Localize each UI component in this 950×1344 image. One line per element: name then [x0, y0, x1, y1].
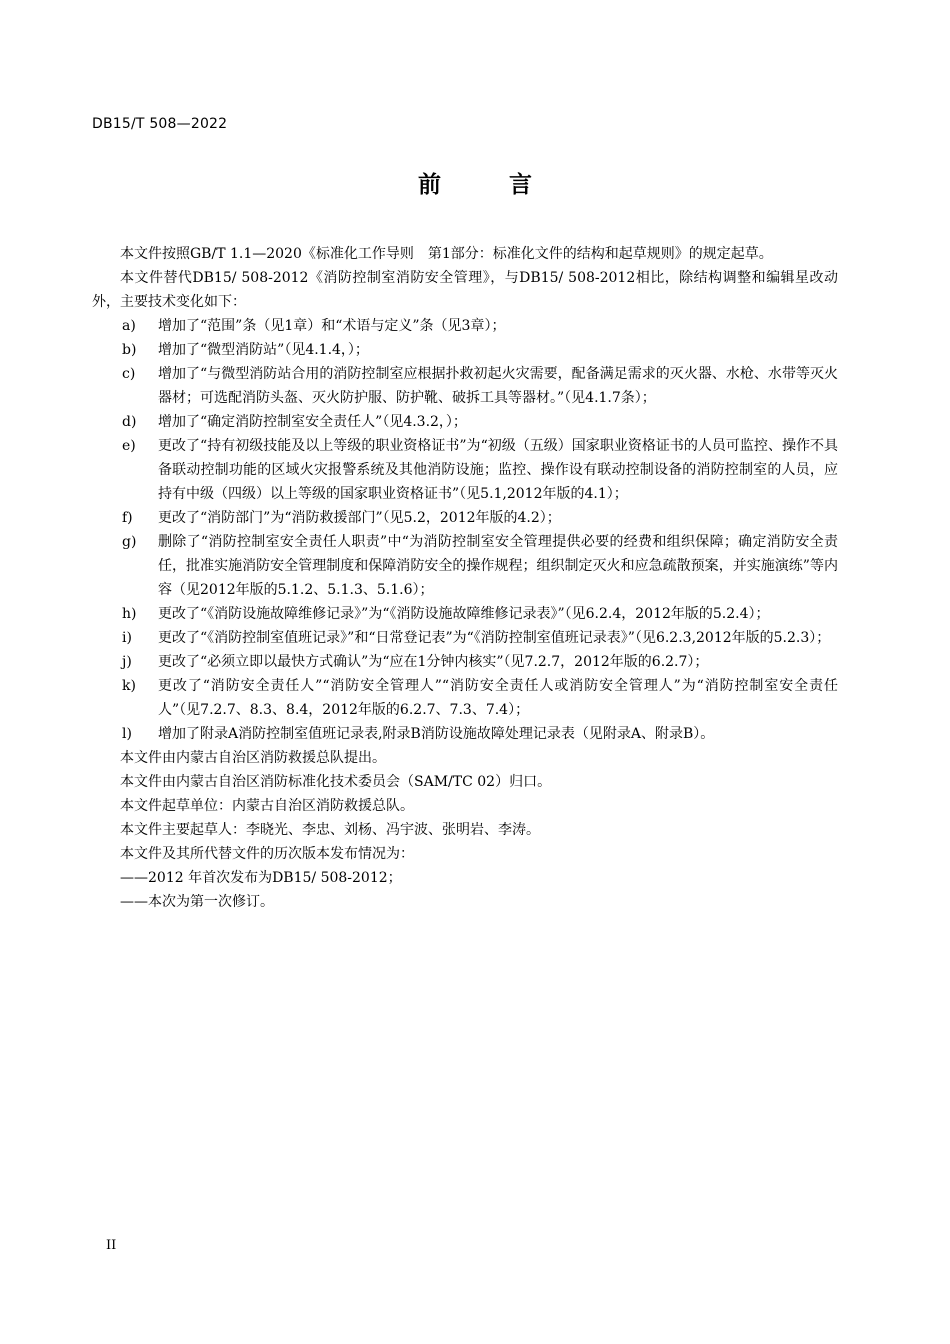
list-item-text: 更改了“持有初级技能及以上等级的职业资格证书”为“初级（五级）国家职业资格证书的人员可监控、操作不具备联动控制功能的区域火灾报警系统及其他消防设施；监控、操作设有联动控制设备的消防控制室的人员，应持有中级（四级）以上等级的国家职业资格证书”（见5.1,2012年版的4.1）； — [158, 438, 838, 502]
history-entry: ——2012 年首次发布为DB15/ 508-2012； — [120, 870, 402, 886]
list-item-text: 更改了“消防部门”为“消防救援部门”（见5.2，2012年版的4.2）； — [158, 510, 561, 526]
list-item — [92, 722, 838, 746]
paragraph-managed-by: 本文件由内蒙古自治区消防标准化技术委员会（SAM/TC 02）归口。 — [120, 774, 552, 790]
list-item-text: 删除了“消防控制室安全责任人职责”中“为消防控制室安全管理提供必要的经费和组织保障；确定消防安全责任，批准实施消防安全管理制度和保障消防安全的操作规程；组织制定灭火和应急疏散预案，并实施演练”等内容（见2012年版的5.1.2、5.1.3、5.1.6）； — [158, 534, 838, 598]
list-marker: f) — [122, 510, 133, 526]
page-number: II — [106, 1238, 117, 1253]
paragraph-drafters: 本文件主要起草人：李晓光、李忠、刘杨、冯宇波、张明岩、李涛。 — [120, 822, 540, 838]
paragraph-replacement: 本文件替代DB15/ 508-2012《消防控制室消防安全管理》，与DB15/ 508-2012相比，除结构调整和编辑星改动外，主要技术变化如下： — [92, 270, 838, 310]
document-code: DB15/T 508—2022 — [92, 116, 228, 132]
list-item-text: 增加了“与微型消防站合用的消防控制室应根据扑救初起火灾需要，配备满足需求的灭火器、水枪、水带等灭火器材；可选配消防头盔、灭火防护服、防护靴、破拆工具等器材。”（见4.1.7条）； — [158, 366, 838, 406]
list-item — [92, 314, 838, 338]
document-body — [92, 242, 838, 914]
list-marker: g) — [122, 534, 137, 550]
paragraph-proposed-by: 本文件由内蒙古自治区消防救援总队提出。 — [120, 750, 386, 766]
list-item — [92, 338, 838, 362]
list-item — [92, 530, 838, 602]
list-marker: j) — [122, 654, 132, 670]
paragraph-drafting-basis: 本文件按照GB/T 1.1—2020《标准化工作导则 第1部分：标准化文件的结构和起草规则》的规定起草。 — [120, 246, 773, 262]
list-item — [92, 410, 838, 434]
list-marker: a) — [122, 318, 136, 334]
list-item-text: 更改了“《消防控制室值班记录》”和“日常登记表”为“《消防控制室值班记录表》”（见6.2.3,2012年版的5.2.3）； — [158, 630, 831, 646]
list-item — [92, 626, 838, 650]
list-item — [92, 674, 838, 722]
list-item-text: 增加了“确定消防控制室安全责任人”（见4.3.2，）； — [158, 414, 467, 430]
list-item — [92, 506, 838, 530]
list-marker: l) — [122, 726, 132, 742]
list-marker: d) — [122, 414, 137, 430]
list-item-text: 增加了“范围”条（见1章）和“术语与定义”条（见3章）； — [158, 318, 506, 334]
list-marker: h) — [122, 606, 137, 622]
list-item-text: 更改了“《消防设施故障维修记录》”为“《消防设施故障维修记录表》”（见6.2.4，2012年版的5.2.4）； — [158, 606, 770, 622]
page-title: 前 言 — [417, 172, 562, 198]
history-entry: ——本次为第一次修订。 — [120, 894, 274, 910]
paragraph-drafting-unit: 本文件起草单位：内蒙古自治区消防救援总队。 — [120, 798, 414, 814]
list-marker: e) — [122, 438, 136, 454]
list-item-text: 更改了“必须立即以最快方式确认”为“应在1分钟内核实”（见7.2.7，2012年版的6.2.7）； — [158, 654, 709, 670]
list-item-text: 更改了“消防安全责任人”“消防安全管理人”“消防安全责任人或消防安全管理人”为“消防控制室安全责任人”（见7.2.7、8.3、8.4，2012年版的6.2.7、7.3、7.4）； — [158, 678, 838, 718]
list-marker: b) — [122, 342, 137, 358]
paragraph-history-intro: 本文件及其所代替文件的历次版本发布情况为： — [120, 846, 414, 862]
list-marker: k) — [122, 678, 136, 694]
list-item-text: 增加了“微型消防站”（见4.1.4，）； — [158, 342, 369, 358]
list-item — [92, 362, 838, 410]
list-item-text: 增加了附录A消防控制室值班记录表,附录B消防设施故障处理记录表（见附录A、附录B）。 — [158, 726, 715, 742]
list-item — [92, 602, 838, 626]
list-marker: i) — [122, 630, 132, 646]
list-marker: c) — [122, 366, 136, 382]
list-item — [92, 434, 838, 506]
list-item — [92, 650, 838, 674]
changes-list — [92, 314, 838, 746]
